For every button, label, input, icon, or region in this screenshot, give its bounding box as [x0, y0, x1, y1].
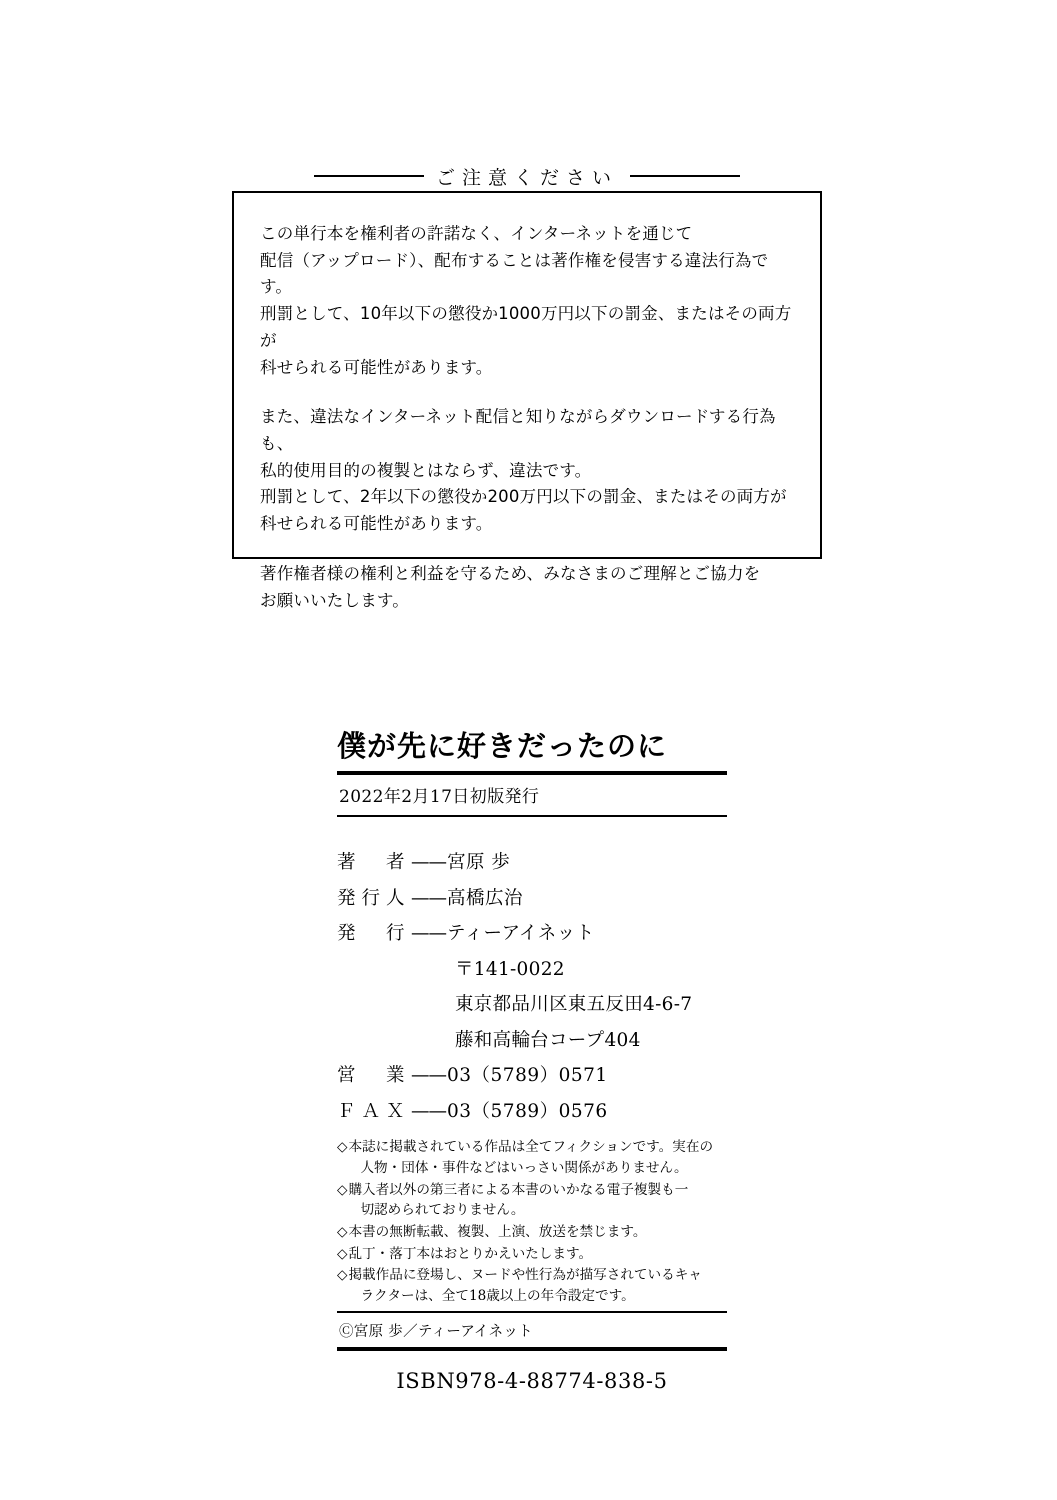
diamond-icon: ◇ [337, 1139, 348, 1156]
legal-note-text [348, 1244, 727, 1265]
notice-paragraph-2-line-3: 刑罰として、2年以下の懲役か200万円以下の罰金、またはその両方が [260, 487, 787, 507]
credit-dash-publisher: —— [411, 923, 446, 945]
credit-row-publisher-person [337, 881, 727, 917]
legal-note-line-2: ラクターは、全て18歳以上の年令設定です。 [360, 1287, 635, 1304]
address-postal-code: 〒141-0022 [455, 958, 565, 980]
credit-label-author: 著 者 [337, 852, 411, 874]
notice-paragraph-1-line-2: 配信（アップロード）、配布することは著作権を侵害する違法行為です。 [260, 250, 769, 297]
contact-value-sales-phone: 03（5789）0571 [447, 1065, 608, 1087]
credit-dash-publisher-person: —— [411, 887, 446, 909]
paragraph-spacer [260, 381, 794, 404]
title-underline-thick [337, 771, 727, 775]
notice-rule-left [314, 175, 424, 177]
notice-paragraph-3-line-2: お願いいたします。 [260, 590, 409, 610]
notice-paragraph-2-line-1: また、違法なインターネット配信と知りながらダウンロードする行為も、 [260, 407, 776, 454]
notice-paragraph-1-line-1: この単行本を権利者の許諾なく、インターネットを通じて [260, 224, 693, 243]
legal-notes-list [337, 1137, 727, 1306]
legal-note-text [348, 1180, 727, 1221]
legal-note-line-1: 本誌に掲載されている作品は全てフィクションです。実在の [348, 1139, 714, 1156]
credit-value-publisher-person: 高橋広治 [447, 887, 524, 909]
contact-row-fax [337, 1094, 727, 1130]
copyright-line: Ⓒ宮原 歩／ティーアイネット [339, 1323, 533, 1340]
diamond-icon: ◇ [337, 1181, 348, 1198]
credit-value-author: 宮原 歩 [447, 852, 511, 874]
contact-value-fax-number: 03（5789）0576 [447, 1100, 608, 1122]
notice-rule-right [630, 175, 740, 177]
legal-note-line-1: 乱丁・落丁本はおとりかえいたします。 [348, 1245, 593, 1262]
legal-note-text [348, 1265, 727, 1306]
legal-note-line-2: 人物・団体・事件などはいっさい関係がありません。 [360, 1160, 688, 1177]
contact-label-sales: 営 業 [337, 1065, 411, 1087]
copyright-underline-thick [337, 1347, 727, 1351]
contact-label-fax: ＦＡＸ [337, 1100, 411, 1122]
address-street: 東京都品川区東五反田4-6-7 [455, 994, 693, 1016]
notice-paragraph-2-line-2: 私的使用目的の複製とはならず、違法です。 [260, 460, 592, 480]
address-building: 藤和高輪台コープ404 [455, 1029, 641, 1051]
legal-note-text [348, 1222, 727, 1243]
notice-paragraph-3-line-1: 著作権者様の権利と利益を守るため、みなさまのご理解とご協力を [260, 563, 761, 583]
legal-note-line-1: 掲載作品に登場し、ヌードや性行為が描写されているキャ [348, 1267, 702, 1284]
diamond-icon: ◇ [337, 1245, 348, 1262]
legal-note-line-1: 購入者以外の第三者による本書のいかなる電子複製も一 [348, 1181, 689, 1198]
colophon-section [337, 728, 727, 1393]
credit-row-publisher [337, 916, 727, 952]
notice-heading [232, 163, 822, 189]
legal-note-item [337, 1222, 727, 1243]
credit-label-publisher: 発 行 [337, 923, 411, 945]
legal-note-text [348, 1137, 727, 1178]
notice-paragraph-1-line-4: 科せられる可能性があります。 [260, 357, 493, 377]
credit-label-publisher-person: 発行人 [337, 887, 411, 909]
notice-paragraph-1-line-3: 刑罰として、10年以下の懲役か1000万円以下の罰金、またはその両方が [260, 304, 792, 350]
legal-note-item [337, 1244, 727, 1265]
credit-value-publisher: ティーアイネット [447, 923, 595, 945]
notice-box [232, 191, 822, 610]
credit-dash-author: —— [411, 852, 446, 874]
copyright-notice-section [232, 163, 822, 610]
legal-note-line-1: 本書の無断転載、複製、上演、放送を禁じます。 [348, 1224, 647, 1240]
legal-note-item [337, 1180, 727, 1221]
publication-date-underline [337, 815, 727, 817]
notice-heading-text: ご注意ください [435, 166, 618, 189]
notice-paragraph-2-line-4: 科せられる可能性があります。 [260, 514, 493, 534]
paragraph-spacer [260, 538, 794, 561]
credits-block [337, 845, 727, 1129]
publication-date: 2022年2月17日初版発行 [339, 787, 540, 808]
isbn-number: ISBN978-4-88774-838-5 [396, 1368, 668, 1393]
legal-note-item [337, 1265, 727, 1306]
legal-note-line-2: 切認められておりません。 [360, 1202, 525, 1219]
contact-dash-fax: —— [411, 1100, 446, 1122]
legal-note-item [337, 1137, 727, 1178]
credit-row-author [337, 845, 727, 881]
book-title: 僕が先に好きだったのに [337, 729, 668, 763]
diamond-icon: ◇ [337, 1224, 348, 1240]
diamond-icon: ◇ [337, 1267, 348, 1284]
contact-row-sales [337, 1058, 727, 1094]
contact-dash-sales: —— [411, 1065, 446, 1087]
